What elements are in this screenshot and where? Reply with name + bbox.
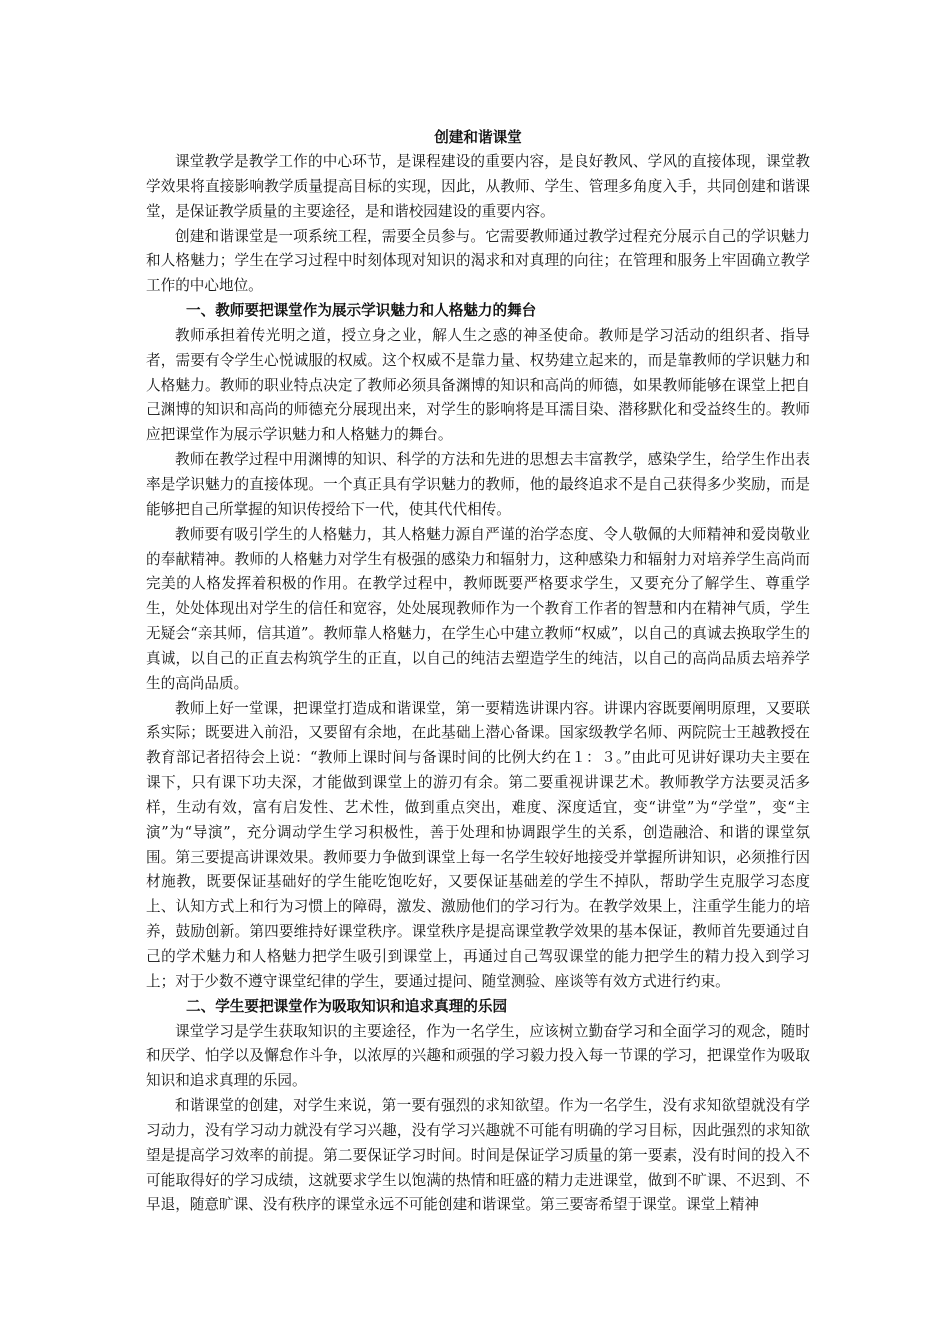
section1-paragraph: 教师承担着传光明之道，授立身之业，解人生之惑的神圣使命。教师是学习活动的组织者、指导者，需要有令学生心悦诚服的权威。这个权威不是靠力量、权势建立起来的，而是靠教师的学识魅力和人格魅力。教师的职业特点决定了教师必须具备渊博的知识和高尚的师德，如果教师能够在课堂上把自己渊博的知识和高尚的师德充分展现出来，对学生的影响将是耳濡目染、潜移默化和受益终生的。教师应把课堂作为展示学识魅力和人格魅力的舞台。 — [146, 326, 810, 444]
section1-paragraph: 教师在教学过程中用渊博的知识、科学的方法和先进的思想去丰富教学，感染学生，给学生作出表率是学识魅力的直接体现。一个真正具有学识魅力的教师，他的最终追求不是自己获得多少奖励，而是能够把自己所掌握的知识传授给下一代，使其代代相传。 — [146, 451, 810, 518]
document-title: 创建和谐课堂 — [434, 129, 522, 146]
section2-paragraph: 课堂学习是学生获取知识的主要途径，作为一名学生，应该树立勤奋学习和全面学习的观念，随时和厌学、怕学以及懈怠作斗争，以浓厚的兴趣和顽强的学习毅力投入每一节课的学习，把课堂作为吸取知识和追求真理的乐园。 — [146, 1022, 810, 1090]
section1-paragraph: 教师上好一堂课，把课堂打造成和谐课堂，第一要精选讲课内容。讲课内容既要阐明原理，又要联系实际；既要进入前沿，又要留有余地，在此基础上潜心备课。国家级教学名师、两院院士王越教授在教育部记者招待会上说：“教师上课时间与备课时间的比例大约在１：３。”由此可见讲好课功夫主要在课下，只有课下功夫深，才能做到课堂上的游刃有余。第二要重视讲课艺术。教师教学方法要灵活多样，生动有效，富有启发性、艺术性，做到重点突出，难度、深度适宜，变“讲堂”为“学堂”，变“主演”为“导演”，充分调动学生学习积极性，善于处理和协调跟学生的关系，创造融洽、和谐的课堂氛围。第三要提高讲课效果。教师要力争做到课堂上每一名学生较好地接受并掌握所讲知识，必须推行因材施教，既要保证基础好的学生能吃饱吃好，又要保证基础差的学生不掉队，帮助学生克服学习态度上、认知方式上和行为习惯上的障碍，激发、激励他们的学习行为。在教学效果上，注重学生能力的培养，鼓励创新。第四要维持好课堂秩序。课堂秩序是提高课堂教学效果的基本保证，教师首先要通过自己的学术魅力和人格魅力把学生吸引到课堂上，再通过自己驾驭课堂的能力把学生的精力投入到学习上；对于少数不遵守课堂纪律的学生，要通过提问、随堂测验、座谈等有效方式进行约束。 — [146, 699, 810, 990]
section-heading-students: 二、学生要把课堂作为吸取知识和追求真理的乐园 — [186, 997, 508, 1015]
section-heading-teachers: 一、教师要把课堂作为展示学识魅力和人格魅力的舞台 — [186, 302, 537, 320]
intro-paragraph: 创建和谐课堂是一项系统工程，需要全员参与。它需要教师通过教学过程充分展示自己的学识魅力和人格魅力；学生在学习过程中时刻体现对知识的渴求和对真理的向往；在管理和服务上牢固确立教学工作的中心地位。 — [146, 227, 810, 295]
section1-paragraph: 教师要有吸引学生的人格魅力，其人格魅力源自严谨的治学态度、令人敬佩的大师精神和爱岗敬业的奉献精神。教师的人格魅力对学生有极强的感染力和辐射力，这种感染力和辐射力对培养学生高尚而完美的人格发挥着积极的作用。在教学过程中，教师既要严格要求学生，又要充分了解学生、尊重学生，处处体现出对学生的信任和宽容，处处展现教师作为一个教育工作者的智慧和内在精神气质，学生无疑会“亲其师，信其道”。教师靠人格魅力，在学生心中建立教师“权威”，以自己的真诚去换取学生的真诚，以自己的正直去构筑学生的正直，以自己的纯洁去塑造学生的纯洁，以自己的高尚品质去培养学生的高尚品质。 — [146, 525, 810, 692]
section2-paragraph: 和谐课堂的创建，对学生来说，第一要有强烈的求知欲望。作为一名学生，没有求知欲望就没有学习动力，没有学习动力就没有学习兴趣，没有学习兴趣就不可能有明确的学习目标，因此强烈的求知欲望是提高学习效率的前提。第二要保证学习时间。时间是保证学习质量的第一要素，没有时间的投入不可能取得好的学习成绩，这就要求学生以饱满的热情和旺盛的精力走进课堂，做到不旷课、不迟到、不早退，随意旷课、没有秩序的课堂永远不可能创建和谐课堂。第三要寄希望于课堂。课堂上精神 — [146, 1097, 810, 1214]
intro-paragraph: 课堂教学是教学工作的中心环节，是课程建设的重要内容，是良好教风、学风的直接体现，课堂教学效果将直接影响教学质量提高目标的实现，因此，从教师、学生、管理多角度入手，共同创建和谐课堂，是保证教学质量的主要途径，是和谐校园建设的重要内容。 — [146, 153, 810, 220]
document-body — [146, 125, 810, 1218]
